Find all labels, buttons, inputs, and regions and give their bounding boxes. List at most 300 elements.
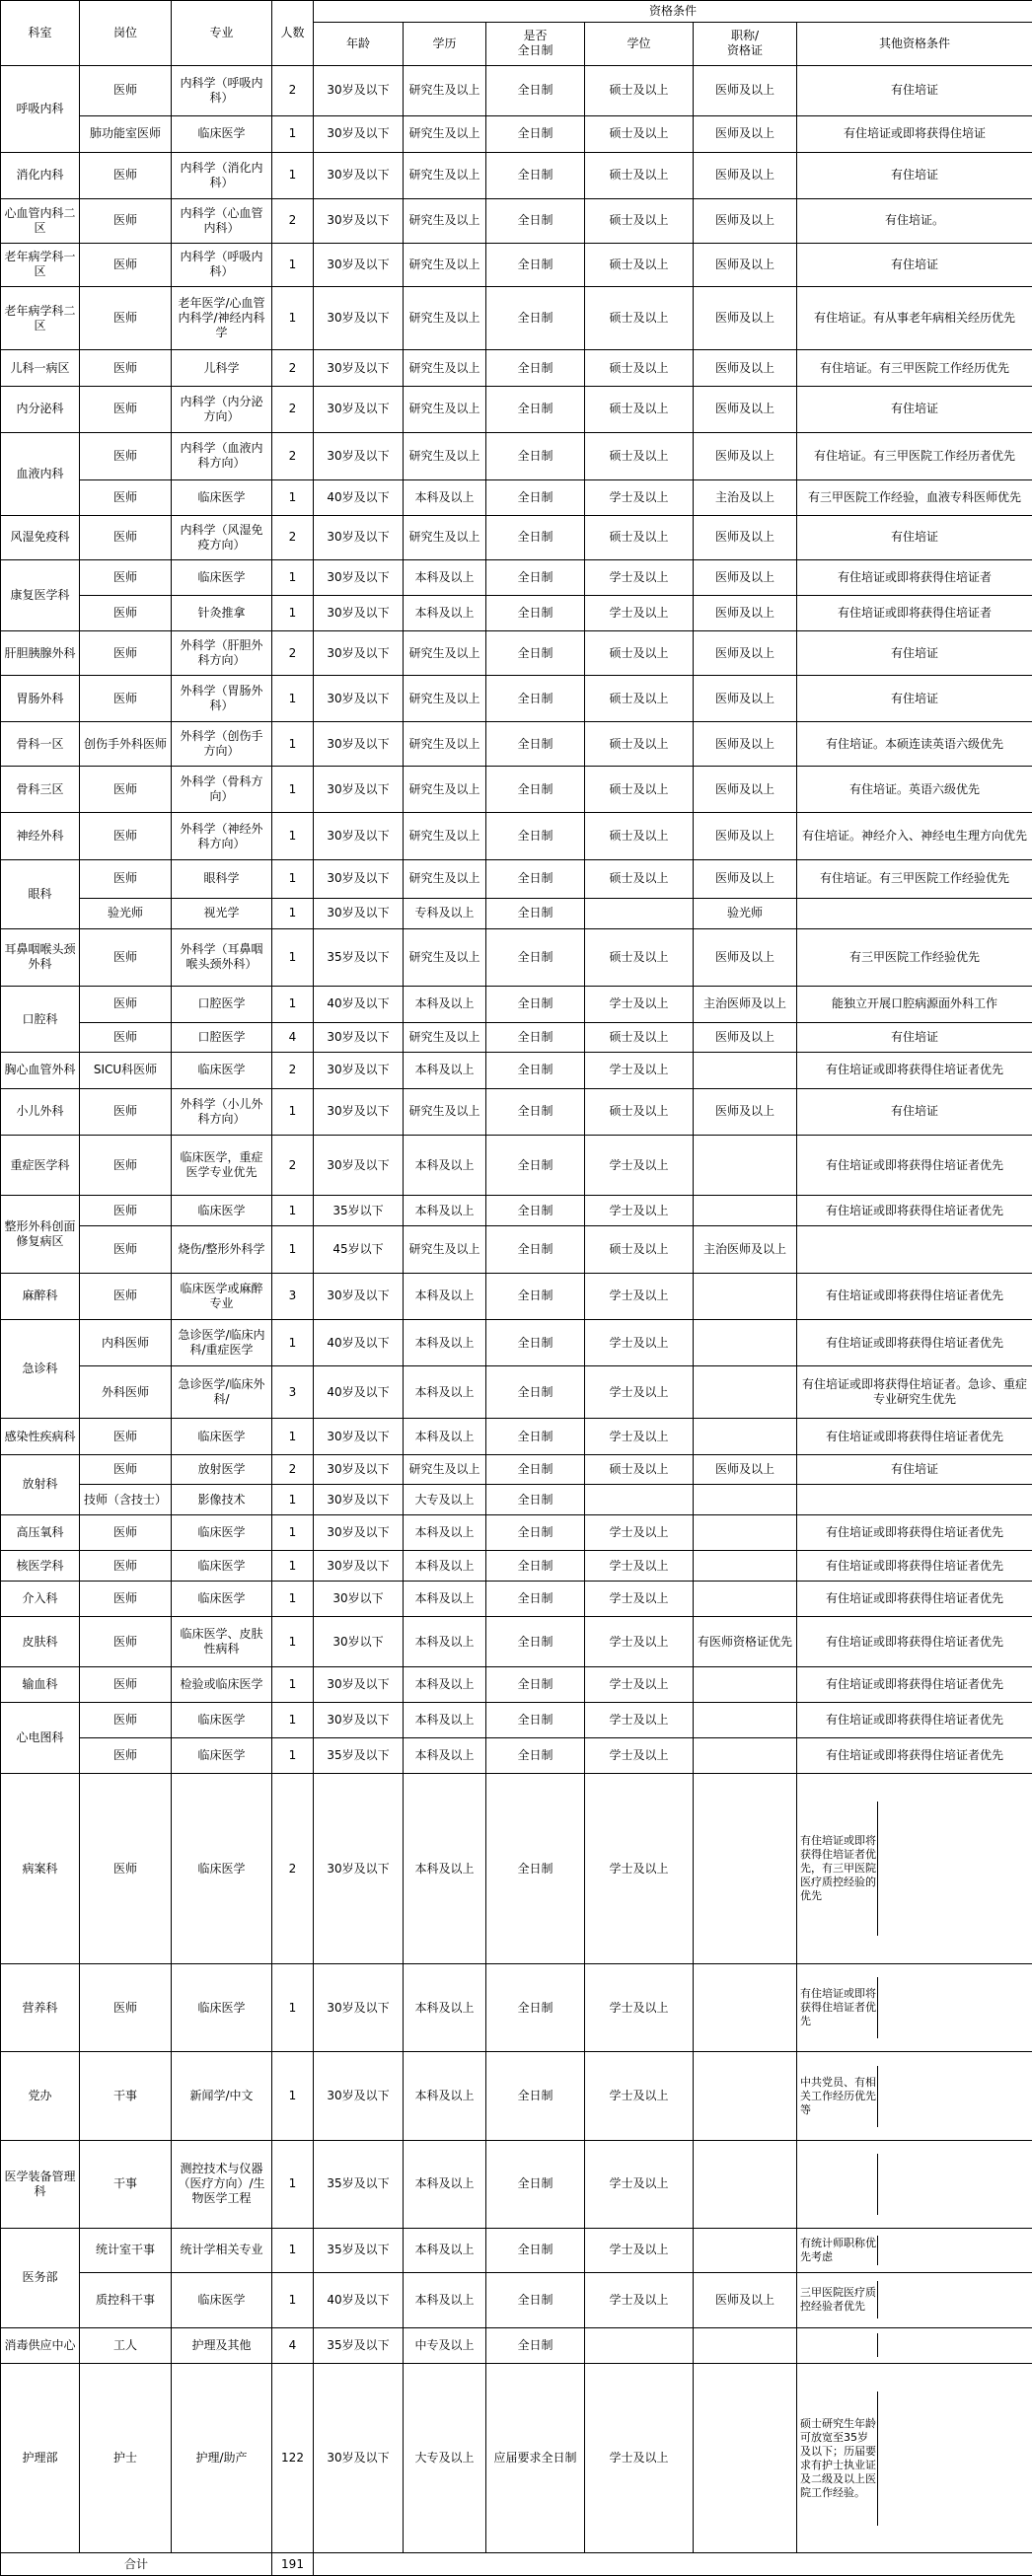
age-cell: 30岁及以下 [314, 559, 404, 595]
fulltime-cell: 全日制 [486, 2327, 585, 2363]
fulltime-cell: 全日制 [486, 1738, 585, 1774]
age-cell: 30岁及以下 [314, 766, 404, 812]
dept-cell: 老年病学科一区 [1, 243, 80, 287]
header-title-cert: 职称/ 资格证 [694, 23, 797, 65]
major-cell: 眼科学 [172, 859, 272, 898]
age-cell: 35岁及以下 [314, 2327, 404, 2363]
education-cell: 本科及以上 [404, 1053, 486, 1088]
table-row [1, 65, 1032, 116]
degree-cell: 学士及以上 [585, 595, 694, 630]
major-cell: 内科学（心血管内科） [172, 198, 272, 243]
table-row [1, 287, 1032, 350]
degree-cell [585, 2327, 694, 2363]
post-cell: 创伤手外科医师 [80, 722, 172, 767]
title-cert-cell: 医师及以上 [694, 631, 797, 676]
other-subcell [800, 2154, 878, 2215]
table-row [1, 243, 1032, 287]
table-row [1, 350, 1032, 386]
age-cell: 30岁及以下 [314, 1485, 404, 1515]
title-cert-cell: 医师及以上 [694, 1454, 797, 1485]
table-row [1, 1273, 1032, 1319]
header-fulltime: 是否 全日制 [486, 23, 585, 65]
title-cert-cell: 医师及以上 [694, 152, 797, 198]
count-cell: 1 [272, 722, 314, 767]
count-cell: 1 [272, 287, 314, 350]
dept-cell: 病案科 [1, 1774, 80, 1964]
fulltime-cell: 全日制 [486, 1419, 585, 1454]
header-row-1 [1, 1, 1032, 23]
other-cell [797, 2363, 1032, 2553]
education-cell: 研究生及以上 [404, 1454, 486, 1485]
degree-cell: 学士及以上 [585, 1273, 694, 1319]
post-cell: 医师 [80, 987, 172, 1022]
dept-cell: 神经外科 [1, 813, 80, 859]
dept-cell: 麻醉科 [1, 1273, 80, 1319]
count-cell: 2 [272, 386, 314, 432]
major-cell: 外科学（胃肠外科） [172, 675, 272, 721]
education-cell: 研究生及以上 [404, 722, 486, 767]
major-cell: 外科学（耳鼻咽喉头颈外科） [172, 928, 272, 987]
other-cell: 有住培证 [797, 675, 1032, 721]
title-cert-cell [694, 1366, 797, 1419]
post-cell: 医师 [80, 1419, 172, 1454]
fulltime-cell: 全日制 [486, 1319, 585, 1365]
header-qualification: 资格条件 [314, 1, 1032, 23]
education-cell: 研究生及以上 [404, 631, 486, 676]
count-cell: 1 [272, 479, 314, 515]
count-cell: 2 [272, 350, 314, 386]
other-cell: 有住培证。有三甲医院工作经历者优先 [797, 433, 1032, 479]
degree-cell: 硕士及以上 [585, 198, 694, 243]
table-row [1, 1617, 1032, 1666]
post-cell: 干事 [80, 2052, 172, 2140]
table-row [1, 1454, 1032, 1485]
count-cell: 1 [272, 1515, 314, 1551]
fulltime-cell: 全日制 [486, 243, 585, 287]
table-row [1, 928, 1032, 987]
education-cell: 本科及以上 [404, 2229, 486, 2273]
education-cell: 研究生及以上 [404, 433, 486, 479]
degree-cell: 硕士及以上 [585, 65, 694, 116]
title-cert-cell: 主治医师及以上 [694, 1226, 797, 1273]
education-cell: 研究生及以上 [404, 152, 486, 198]
title-cert-cell: 医师及以上 [694, 859, 797, 898]
major-cell: 儿科学 [172, 350, 272, 386]
other-cell: 有住培证 [797, 515, 1032, 559]
title-cert-cell: 医师及以上 [694, 515, 797, 559]
post-cell: 医师 [80, 1702, 172, 1737]
other-cell [797, 1774, 1032, 1964]
other-text: 有统计师职称优先考虑 [800, 2236, 876, 2263]
fulltime-cell: 全日制 [486, 987, 585, 1022]
dept-cell: 消化内科 [1, 152, 80, 198]
major-cell: 临床医学、皮肤性病科 [172, 1617, 272, 1666]
post-cell: 医师 [80, 479, 172, 515]
education-cell: 研究生及以上 [404, 675, 486, 721]
dept-cell: 老年病学科二区 [1, 287, 80, 350]
major-cell: 临床医学 [172, 116, 272, 152]
other-cell: 有住培证。有三甲医院工作经验优先 [797, 859, 1032, 898]
education-cell: 本科及以上 [404, 987, 486, 1022]
education-cell: 研究生及以上 [404, 350, 486, 386]
education-cell: 研究生及以上 [404, 287, 486, 350]
major-cell: 内科学（消化内科） [172, 152, 272, 198]
other-cell: 有住培证 [797, 152, 1032, 198]
dept-cell: 胃肠外科 [1, 675, 80, 721]
fulltime-cell: 全日制 [486, 675, 585, 721]
age-cell: 30岁及以下 [314, 1515, 404, 1551]
title-cert-cell [694, 2140, 797, 2228]
age-cell: 30岁及以下 [314, 1273, 404, 1319]
degree-cell: 学士及以上 [585, 1515, 694, 1551]
table-row [1, 1582, 1032, 1617]
count-cell: 1 [272, 1738, 314, 1774]
major-cell: 内科学（呼吸内科） [172, 243, 272, 287]
table-row [1, 898, 1032, 928]
title-cert-cell: 主治医师及以上 [694, 987, 797, 1022]
count-cell: 2 [272, 198, 314, 243]
table-row [1, 1666, 1032, 1702]
table-row [1, 1053, 1032, 1088]
age-cell: 30岁及以下 [314, 287, 404, 350]
table-row [1, 116, 1032, 152]
table-row [1, 2363, 1032, 2553]
table-body [1, 1, 1032, 2576]
education-cell: 本科及以上 [404, 1135, 486, 1195]
table-row [1, 479, 1032, 515]
dept-cell: 整形外科创面修复病区 [1, 1196, 80, 1273]
age-cell: 30岁及以下 [314, 1022, 404, 1053]
title-cert-cell [694, 1582, 797, 1617]
degree-cell: 学士及以上 [585, 1738, 694, 1774]
education-cell: 本科及以上 [404, 479, 486, 515]
post-cell: SICU科医师 [80, 1053, 172, 1088]
other-cell: 有住培证 [797, 65, 1032, 116]
major-cell: 外科学（小儿外科方向） [172, 1088, 272, 1135]
count-cell: 1 [272, 675, 314, 721]
other-cell: 有住培证 [797, 631, 1032, 676]
post-cell: 医师 [80, 65, 172, 116]
major-cell: 新闻学/中文 [172, 2052, 272, 2140]
post-cell: 医师 [80, 1666, 172, 1702]
post-cell: 医师 [80, 1738, 172, 1774]
fulltime-cell: 全日制 [486, 928, 585, 987]
education-cell: 大专及以上 [404, 2363, 486, 2553]
age-cell: 30岁及以下 [314, 1702, 404, 1737]
major-cell: 外科学（神经外科方向） [172, 813, 272, 859]
major-cell: 外科学（肝胆外科方向） [172, 631, 272, 676]
education-cell: 本科及以上 [404, 2052, 486, 2140]
degree-cell: 学士及以上 [585, 1196, 694, 1226]
age-cell: 35岁及以下 [314, 2140, 404, 2228]
education-cell: 本科及以上 [404, 595, 486, 630]
dept-cell: 血液内科 [1, 433, 80, 516]
table-row [1, 1964, 1032, 2052]
age-cell: 40岁及以下 [314, 987, 404, 1022]
post-cell: 护士 [80, 2363, 172, 2553]
count-cell: 4 [272, 1022, 314, 1053]
major-cell: 临床医学 [172, 2272, 272, 2327]
degree-cell: 硕士及以上 [585, 243, 694, 287]
table-row [1, 198, 1032, 243]
dept-cell: 心血管内科二区 [1, 198, 80, 243]
fulltime-cell: 全日制 [486, 198, 585, 243]
other-cell [797, 2229, 1032, 2273]
education-cell: 本科及以上 [404, 1515, 486, 1551]
count-cell: 1 [272, 2272, 314, 2327]
fulltime-cell: 全日制 [486, 116, 585, 152]
fulltime-cell: 全日制 [486, 1515, 585, 1551]
table-row [1, 631, 1032, 676]
fulltime-cell: 全日制 [486, 1273, 585, 1319]
degree-cell: 学士及以上 [585, 1964, 694, 2052]
fulltime-cell: 全日制 [486, 1053, 585, 1088]
total-label: 合计 [1, 2553, 272, 2576]
degree-cell: 学士及以上 [585, 1319, 694, 1365]
age-cell: 30岁及以下 [314, 631, 404, 676]
other-subcell [800, 2392, 878, 2526]
count-cell: 1 [272, 1419, 314, 1454]
fulltime-cell: 全日制 [486, 1226, 585, 1273]
education-cell: 研究生及以上 [404, 928, 486, 987]
table-row [1, 722, 1032, 767]
other-cell [797, 898, 1032, 928]
major-cell: 护理及其他 [172, 2327, 272, 2363]
age-cell: 30岁及以下 [314, 152, 404, 198]
fulltime-cell: 全日制 [486, 766, 585, 812]
major-cell: 临床医学 [172, 1419, 272, 1454]
degree-cell: 学士及以上 [585, 2140, 694, 2228]
fulltime-cell: 全日制 [486, 631, 585, 676]
dept-cell: 消毒供应中心 [1, 2327, 80, 2363]
count-cell: 1 [272, 1964, 314, 2052]
fulltime-cell: 应届要求全日制 [486, 2363, 585, 2553]
education-cell: 本科及以上 [404, 1738, 486, 1774]
other-cell: 有住培证或即将获得住培证者优先 [797, 1551, 1032, 1582]
other-cell [797, 1226, 1032, 1273]
major-cell: 临床医学，重症医学专业优先 [172, 1135, 272, 1195]
education-cell: 大专及以上 [404, 1485, 486, 1515]
major-cell: 临床医学 [172, 1515, 272, 1551]
education-cell: 研究生及以上 [404, 766, 486, 812]
education-cell: 专科及以上 [404, 898, 486, 928]
count-cell: 3 [272, 1273, 314, 1319]
post-cell: 医师 [80, 1551, 172, 1582]
count-cell: 2 [272, 1774, 314, 1964]
post-cell: 医师 [80, 928, 172, 987]
dept-cell: 核医学科 [1, 1551, 80, 1582]
education-cell: 本科及以上 [404, 1551, 486, 1582]
age-cell: 30岁及以下 [314, 386, 404, 432]
major-cell: 视光学 [172, 898, 272, 928]
count-cell: 1 [272, 1088, 314, 1135]
age-cell: 30岁及以下 [314, 1666, 404, 1702]
post-cell: 医师 [80, 1964, 172, 2052]
degree-cell [585, 898, 694, 928]
dept-cell: 口腔科 [1, 987, 80, 1053]
title-cert-cell: 医师及以上 [694, 433, 797, 479]
age-cell: 35岁及以下 [314, 1738, 404, 1774]
dept-cell: 重症医学科 [1, 1135, 80, 1195]
title-cert-cell: 医师及以上 [694, 675, 797, 721]
other-cell: 有三甲医院工作经验优先 [797, 928, 1032, 987]
degree-cell: 学士及以上 [585, 1666, 694, 1702]
dept-cell: 营养科 [1, 1964, 80, 2052]
education-cell: 研究生及以上 [404, 813, 486, 859]
age-cell: 30岁及以下 [314, 116, 404, 152]
post-cell: 内科医师 [80, 1319, 172, 1365]
count-cell: 1 [272, 859, 314, 898]
title-cert-cell: 医师及以上 [694, 722, 797, 767]
count-cell: 1 [272, 1582, 314, 1617]
title-cert-cell [694, 1515, 797, 1551]
title-cert-cell: 医师及以上 [694, 350, 797, 386]
count-cell: 1 [272, 813, 314, 859]
fulltime-cell: 全日制 [486, 152, 585, 198]
other-cell: 有住培证或即将获得住培证者优先 [797, 1666, 1032, 1702]
header-other: 其他资格条件 [797, 23, 1032, 65]
title-cert-cell [694, 1053, 797, 1088]
major-cell: 内科学（血液内科方向） [172, 433, 272, 479]
post-cell: 医师 [80, 559, 172, 595]
dept-cell: 骨科三区 [1, 766, 80, 812]
major-cell: 临床医学 [172, 479, 272, 515]
count-cell: 1 [272, 1551, 314, 1582]
dept-cell: 高压氧科 [1, 1515, 80, 1551]
count-cell: 122 [272, 2363, 314, 2553]
fulltime-cell: 全日制 [486, 2052, 585, 2140]
fulltime-cell: 全日制 [486, 1582, 585, 1617]
header-major: 专业 [172, 1, 272, 66]
other-cell [797, 2052, 1032, 2140]
fulltime-cell: 全日制 [486, 386, 585, 432]
header-count: 人数 [272, 1, 314, 66]
other-cell: 有住培证 [797, 386, 1032, 432]
age-cell: 30岁及以下 [314, 813, 404, 859]
education-cell: 研究生及以上 [404, 116, 486, 152]
dept-cell: 输血科 [1, 1666, 80, 1702]
degree-cell: 硕士及以上 [585, 1226, 694, 1273]
title-cert-cell: 医师及以上 [694, 595, 797, 630]
education-cell: 中专及以上 [404, 2327, 486, 2363]
title-cert-cell: 医师及以上 [694, 766, 797, 812]
age-cell: 30岁及以下 [314, 898, 404, 928]
major-cell: 临床医学 [172, 1196, 272, 1226]
post-cell: 医师 [80, 433, 172, 479]
degree-cell: 硕士及以上 [585, 928, 694, 987]
education-cell: 研究生及以上 [404, 1226, 486, 1273]
title-cert-cell: 医师及以上 [694, 65, 797, 116]
major-cell: 临床医学 [172, 1774, 272, 1964]
post-cell: 医师 [80, 675, 172, 721]
age-cell: 35岁及以下 [314, 2229, 404, 2273]
fulltime-cell: 全日制 [486, 559, 585, 595]
post-cell: 医师 [80, 1273, 172, 1319]
count-cell: 1 [272, 116, 314, 152]
fulltime-cell: 全日制 [486, 1666, 585, 1702]
fulltime-cell: 全日制 [486, 515, 585, 559]
other-cell: 有住培证。英语六级优先 [797, 766, 1032, 812]
fulltime-cell: 全日制 [486, 1022, 585, 1053]
title-cert-cell: 主治及以上 [694, 479, 797, 515]
major-cell: 统计学相关专业 [172, 2229, 272, 2273]
education-cell: 本科及以上 [404, 1419, 486, 1454]
post-cell: 医师 [80, 1617, 172, 1666]
other-cell: 有住培证或即将获得住培证者。急诊、重症专业研究生优先 [797, 1366, 1032, 1419]
table-row [1, 1702, 1032, 1737]
count-cell: 1 [272, 1702, 314, 1737]
post-cell: 医师 [80, 1022, 172, 1053]
other-cell: 有住培证或即将获得住培证者优先 [797, 1515, 1032, 1551]
other-cell: 有住培证。本硕连读英语六级优先 [797, 722, 1032, 767]
major-cell: 老年医学/心血管内科学/神经内科学 [172, 287, 272, 350]
age-cell: 30岁及以下 [314, 595, 404, 630]
education-cell: 本科及以上 [404, 1774, 486, 1964]
dept-cell: 党办 [1, 2052, 80, 2140]
table-row [1, 766, 1032, 812]
other-cell: 有住培证。 [797, 198, 1032, 243]
other-cell: 有住培证 [797, 1088, 1032, 1135]
other-text: 中共党员、有相关工作经历优先等 [800, 2075, 876, 2116]
post-cell: 外科医师 [80, 1366, 172, 1419]
major-cell: 临床医学 [172, 1702, 272, 1737]
header-age: 年龄 [314, 23, 404, 65]
title-cert-cell [694, 1738, 797, 1774]
dept-cell: 内分泌科 [1, 386, 80, 432]
other-text: 三甲医院医疗质控经验者优先 [800, 2286, 876, 2314]
fulltime-cell: 全日制 [486, 2229, 585, 2273]
dept-cell: 急诊科 [1, 1319, 80, 1418]
age-cell: 30岁及以下 [314, 722, 404, 767]
fulltime-cell: 全日制 [486, 1366, 585, 1419]
title-cert-cell [694, 2229, 797, 2273]
count-cell: 1 [272, 1226, 314, 1273]
education-cell: 本科及以上 [404, 1666, 486, 1702]
post-cell: 医师 [80, 350, 172, 386]
post-cell: 医师 [80, 1582, 172, 1617]
education-cell: 本科及以上 [404, 1319, 486, 1365]
title-cert-cell [694, 2327, 797, 2363]
degree-cell: 硕士及以上 [585, 859, 694, 898]
education-cell: 研究生及以上 [404, 515, 486, 559]
dept-cell: 医务部 [1, 2229, 80, 2327]
title-cert-cell: 医师及以上 [694, 386, 797, 432]
dept-cell: 医学装备管理科 [1, 2140, 80, 2228]
degree-cell: 学士及以上 [585, 2272, 694, 2327]
table-row [1, 515, 1032, 559]
table-row [1, 1419, 1032, 1454]
degree-cell: 学士及以上 [585, 479, 694, 515]
other-cell: 有住培证或即将获得住培证者优先 [797, 1053, 1032, 1088]
age-cell: 30岁及以下 [314, 65, 404, 116]
dept-cell: 皮肤科 [1, 1617, 80, 1666]
post-cell: 医师 [80, 243, 172, 287]
post-cell: 医师 [80, 287, 172, 350]
title-cert-cell: 验光师 [694, 898, 797, 928]
post-cell: 医师 [80, 631, 172, 676]
count-cell: 1 [272, 559, 314, 595]
age-cell: 30岁及以下 [314, 1964, 404, 2052]
fulltime-cell: 全日制 [486, 1135, 585, 1195]
major-cell: 内科学（内分泌方向） [172, 386, 272, 432]
title-cert-cell: 医师及以上 [694, 559, 797, 595]
education-cell: 本科及以上 [404, 559, 486, 595]
other-cell: 有住培证。有从事老年病相关经历优先 [797, 287, 1032, 350]
table-row [1, 1551, 1032, 1582]
education-cell: 本科及以上 [404, 1196, 486, 1226]
major-cell: 临床医学或麻醉专业 [172, 1273, 272, 1319]
degree-cell: 硕士及以上 [585, 813, 694, 859]
